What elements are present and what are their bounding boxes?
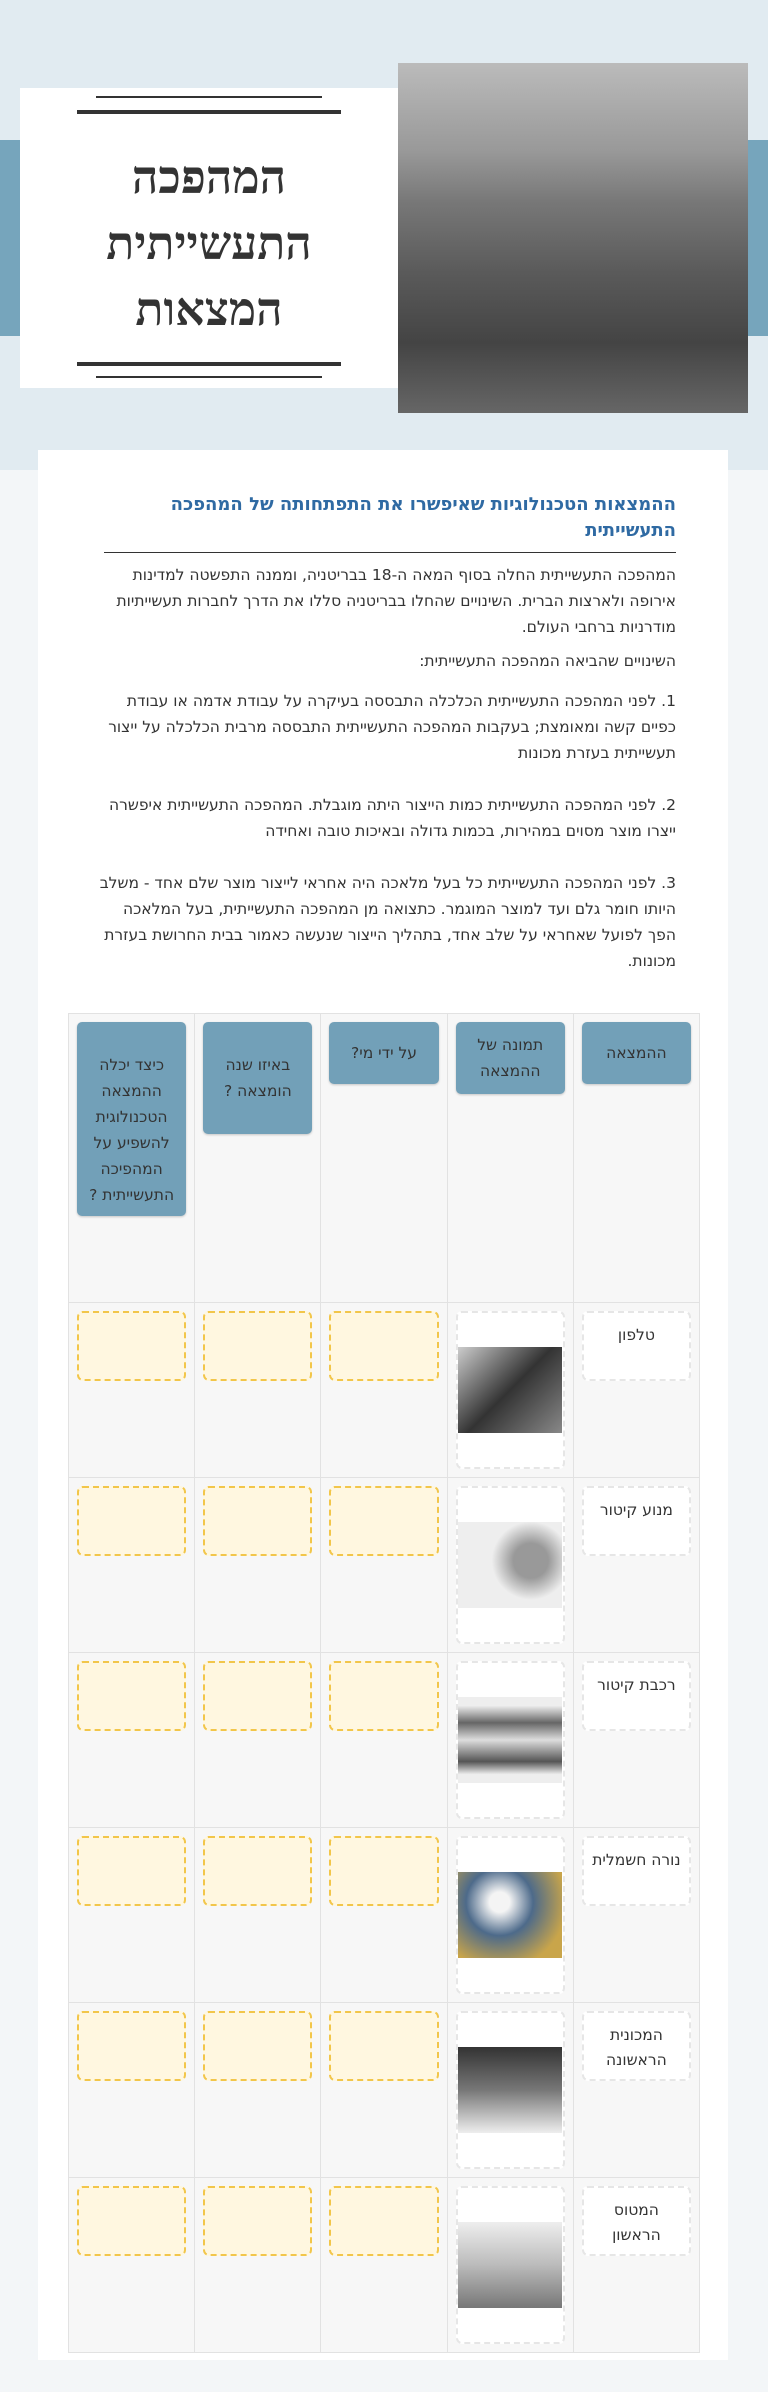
- industrial-revolution-image: [398, 63, 748, 413]
- title-line: המהפכה: [131, 150, 287, 204]
- invention-name-card[interactable]: רכבת קיטור: [582, 1661, 691, 1731]
- drop-zone-year[interactable]: [203, 2186, 312, 2256]
- steam-train-photo: [458, 1697, 562, 1783]
- drop-zone-year[interactable]: [203, 1486, 312, 1556]
- invention-name-card[interactable]: המכונית הראשונה: [582, 2011, 691, 2081]
- drop-zone-impact[interactable]: [77, 1661, 186, 1731]
- header-by-whom[interactable]: על ידי מי?: [329, 1022, 438, 1084]
- article-body: [96, 562, 676, 982]
- divider: [96, 376, 322, 378]
- drop-zone-year[interactable]: [203, 1661, 312, 1731]
- invention-name-card[interactable]: מנוע קיטור: [582, 1486, 691, 1556]
- point-2: 2. לפני המהפכה התעשייתית כמות הייצור היתה מוגבלת. המהפכה התעשייתית איפשרה ייצרו מוצר מסוים במהירות, בכמות גדולה ובאיכות טובה ואחידה: [109, 796, 676, 840]
- drop-zone-impact[interactable]: [77, 1836, 186, 1906]
- article-heading: ההמצאות הטכנולוגיות שאיפשרו את התפתחותה של המהפכה התעשייתית: [170, 494, 676, 541]
- invention-name-card[interactable]: המטוס הראשון: [582, 2186, 691, 2256]
- light-bulb-photo: [458, 1872, 562, 1958]
- header-invention[interactable]: ההמצאה: [582, 1022, 691, 1084]
- point-1: 1. לפני המהפכה התעשייתית הכלכלה התבססה בעיקרה על עבודת אדמה או עבודת כפיים קשה ומאומצת; בעקבות המהפכה התעשייתית התבססה מרבית הכלכלה על ייצור תעשייתית בעזרת מכונות: [108, 692, 676, 762]
- drop-zone-year[interactable]: [203, 2011, 312, 2081]
- drop-zone-impact[interactable]: [77, 1486, 186, 1556]
- table-row: [69, 2178, 700, 2353]
- first-car-photo: [458, 2047, 562, 2133]
- invention-name-card[interactable]: נורה חשמלית: [582, 1836, 691, 1906]
- drop-zone-impact[interactable]: [77, 2011, 186, 2081]
- title-line: המצאות: [135, 282, 283, 336]
- drop-zone-impact[interactable]: [77, 1311, 186, 1381]
- divider: [77, 362, 341, 366]
- divider: [104, 552, 676, 553]
- drop-zone-by-whom[interactable]: [329, 1836, 438, 1906]
- header-impact[interactable]: כיצד יכלה ההמצאה הטכנולוגית להשפיע על המהפיכה התעשייתית ?: [77, 1022, 186, 1216]
- invention-image-card[interactable]: [456, 1836, 565, 1994]
- invention-name-card[interactable]: טלפון: [582, 1311, 691, 1381]
- invention-image-card[interactable]: [456, 1486, 565, 1644]
- drop-zone-impact[interactable]: [77, 2186, 186, 2256]
- header-image[interactable]: תמונה של ההמצאה: [456, 1022, 565, 1094]
- table-header-row: [69, 1014, 700, 1303]
- point-3: 3. לפני המהפכה התעשייתית כל בעל מלאכה היה אחראי לייצור מוצר שלם אחד - משלב היותו חומר גלם ועד למוצר המוגמר. כתצואה מן המהפכה התעשייתית, בעל המלאכה הפך לפועל שאחראי על שלב אחד, בתהליך הייצור שנעשה כאמור בבית החרושת בעזרת מכונות.: [99, 874, 676, 970]
- drop-zone-by-whom[interactable]: [329, 1311, 438, 1381]
- invention-image-card[interactable]: [456, 1311, 565, 1469]
- invention-image-card[interactable]: [456, 2011, 565, 2169]
- drop-zone-year[interactable]: [203, 1836, 312, 1906]
- divider: [77, 110, 341, 114]
- invention-image-card[interactable]: [456, 1661, 565, 1819]
- telephone-photo: [458, 1347, 562, 1433]
- header-year[interactable]: באיזו שנה הומצאה ?: [203, 1022, 312, 1134]
- inventions-table: [68, 1013, 700, 2353]
- invention-image-card[interactable]: [456, 2186, 565, 2344]
- table-row: [69, 1303, 700, 1478]
- drop-zone-by-whom[interactable]: [329, 2011, 438, 2081]
- title-line: התעשייתית: [106, 216, 312, 270]
- table-row: [69, 1478, 700, 1653]
- page-title: [20, 144, 398, 342]
- drop-zone-year[interactable]: [203, 1311, 312, 1381]
- drop-zone-by-whom[interactable]: [329, 2186, 438, 2256]
- divider: [96, 96, 322, 98]
- table-row: [69, 2003, 700, 2178]
- steam-engine-photo: [458, 1522, 562, 1608]
- intro-text: המהפכה התעשייתית החלה בסוף המאה ה-18 בבריטניה, וממנה התפשטה למדינות אירופה ולארצות הברית. השינויים שהחלו בבריטניה סללו את הדרך לחברות תעשייתיות מודרניות ברחבי העולם.: [116, 566, 676, 636]
- table-row: [69, 1828, 700, 2003]
- drop-zone-by-whom[interactable]: [329, 1661, 438, 1731]
- title-box: [20, 88, 398, 388]
- table-row: [69, 1653, 700, 1828]
- changes-label: השינויים שהביאה המהפכה התעשייתית:: [419, 652, 676, 670]
- first-airplane-photo: [458, 2222, 562, 2308]
- drop-zone-by-whom[interactable]: [329, 1486, 438, 1556]
